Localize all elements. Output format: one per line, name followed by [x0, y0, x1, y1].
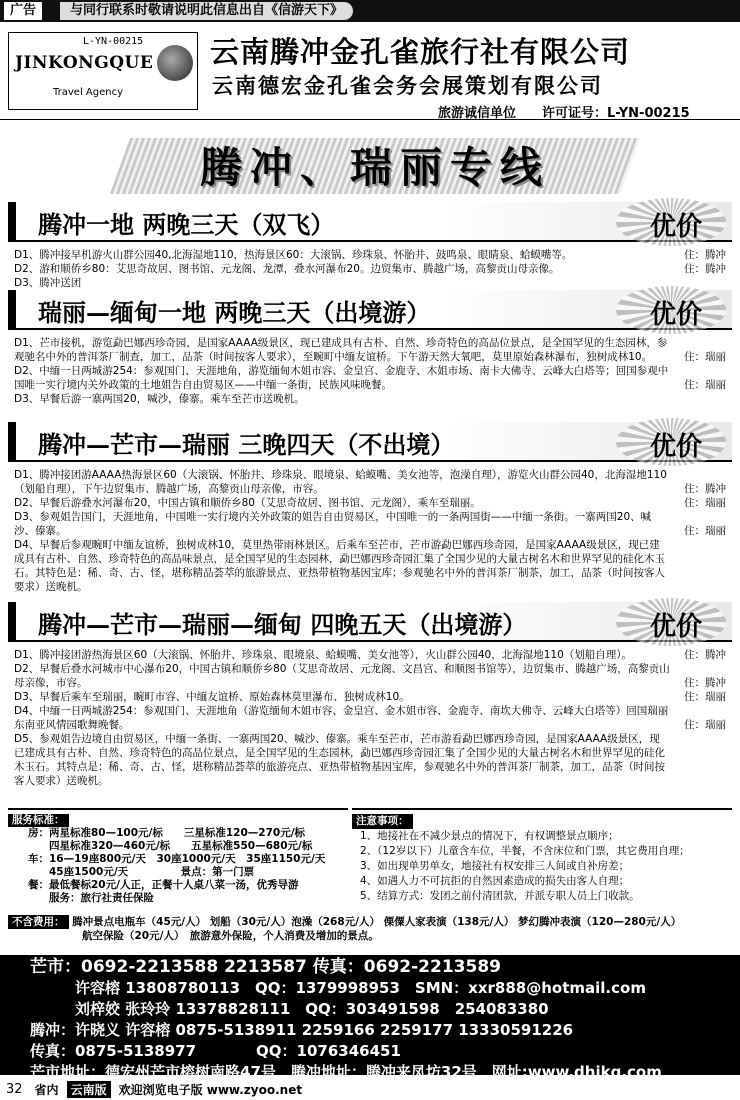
route-section — [8, 202, 732, 290]
page-number: 32 — [6, 1081, 23, 1097]
header — [0, 26, 740, 120]
itinerary-day: D5、参观姐告边境自由贸易区，中缅一条街、一寨两国20、喊沙、傣寨。乘车至芒市，芒市游看勐巴娜西珍奇园，是国家AAAA级景区，现已建成具有古朴、自然、珍奇特色的高品位景点，是全国罕见的生态园林，勐巴娜西珍奇园汇集了全国少见的大量古树名木和世界罕见的硅化木玉石。其特点是：稀、奇、古、怪，堪称精品荟萃的旅游亮点、亚热带植物基因宝库，参观驰名中外的普洱茶厂制茶，加工，品茶（时间按客人要求）送晚机。 — [14, 733, 665, 787]
contact-line: 芒市：0692-2213588 2213587 传真：0692-2213589 — [30, 957, 501, 977]
excluded-label: 不含费用： — [8, 915, 69, 929]
excluded-line: 航空保险（20元/人） 旅游意外保险，个人消费及增加的景点。 — [82, 930, 379, 942]
itinerary-day: D3、腾冲送团 — [14, 277, 82, 289]
itinerary-day: D2、早餐后叠水河城市中心瀑布20，中国古镇和顺侨乡80（艾思奇故居、元龙阁、文昌宫、和顺图书馆等），边贸集市、腾越广场，高黎贡山母亲像，市容。 住：腾冲 — [14, 663, 726, 689]
page-footer — [0, 1078, 740, 1100]
service-row: 房：两星标准80—100元/标 三星标准120—270元/标 — [28, 827, 306, 839]
route-banner — [120, 130, 630, 200]
route-title: 腾冲—芒市—瑞丽—缅甸 四晚五天（出境游） — [38, 610, 527, 639]
contact-block — [0, 955, 740, 1081]
notes-box — [352, 808, 732, 908]
note-item: 1、地接社在不减少景点的情况下，有权调整景点顺序； — [360, 830, 619, 842]
route-title-bar — [8, 422, 732, 462]
contact-line: 许容榕 13808780113 QQ：1379998953 SMN：xxr888@hotmail.com — [30, 979, 646, 997]
route-section — [8, 290, 732, 406]
company-name-secondary: 云南德宏金孔雀会务会展策划有限公司 — [212, 73, 603, 98]
banner-title: 腾冲、瑞丽专线 — [199, 143, 550, 192]
company-name-primary: 云南腾冲金孔雀旅行社有限公司 — [210, 35, 631, 69]
route-title-bar — [8, 290, 732, 330]
permit-number: 许可证号：L-YN-00215 — [542, 106, 690, 121]
service-row: 45座1500元/天 景点：第一门票 — [28, 866, 255, 878]
integrity-badge: 旅游诚信单位 — [438, 106, 517, 121]
itinerary-day: D3、早餐后游一寨两国20，喊沙，傣寨。乘车至芒市送晚机。 — [14, 393, 305, 405]
excluded-line: 腾冲景点电瓶车（45元/人） 划船（30元/人）泡澡（268元/人） 傈僳人家表演（138元/人） 梦幻腾冲表演（120—280元/人） — [72, 916, 682, 928]
contact-line: 刘梓姣 张玲玲 13378828111 QQ：303491598 254083380 — [30, 1000, 549, 1018]
company-logo — [8, 32, 198, 110]
itinerary-day: D2、游和顺侨乡80：艾思奇故居、图书馆、元龙阁、龙潭，叠水河瀑布20。边贸集市、腾越广场，高黎贡山母亲像。 住：腾冲 — [14, 263, 726, 275]
ad-tag: 广告 — [4, 2, 42, 20]
price-label: 优价 — [649, 212, 702, 242]
itinerary-day: D2、中缅一日两城游254：参观国门、天涯地角，游览缅甸木姐市容、金皇宫、金鹿寺、木姐市场、南卡大佛寺、云峰大白塔等；回国参观中国唯一实行境内关外政策的土地姐告自由贸易区——中缅一条街，民族风味晚餐。 住：瑞丽 — [14, 365, 726, 391]
service-row: 服务：旅行社责任保险 — [28, 892, 154, 904]
itinerary-day: D1、芒市接机，游览勐巴娜西珍奇园，是国家AAAA级景区，现已建成具有古朴、自然、珍奇特色的高品位景点，是全国罕见的生态园林，参观驰名中外的普洱茶厂制查，加工，品茶（时间按客人要求），至畹町中缅友谊桥。下午游天然大氧吧，莫里原始森林瀑布，独树成林10。 住：瑞丽 — [14, 337, 726, 363]
route-section — [8, 602, 732, 788]
route-title: 腾冲一地 两晚三天（双飞） — [38, 210, 335, 239]
itinerary-day: D4、中缅一日两城游254：参观国门、天涯地角（游览缅甸木姐市容、金皇宫、金木姐市容、金鹿寺、南坎大佛寺、云峰大白塔等）回国瑞丽东南亚风情园歌舞晚餐。 住：瑞丽 — [14, 705, 726, 731]
itinerary-day: D1、腾冲接早机游火山群公园40,北海湿地110，热海景区60：大滚锅、珍珠泉、怀胎井、鼓鸣泉、眼睛泉、蛤蟆嘴等。 住：腾冲 — [14, 249, 726, 261]
footer-edition: 云南版 — [67, 1081, 111, 1098]
service-row: 餐：最低餐标20元/人正，正餐十人桌八菜一汤，优秀导游 — [28, 879, 299, 891]
note-item: 5、结算方式：发团之前付清团款，并派专职人员上门收款。 — [360, 890, 640, 902]
notes-label: 注意事项： — [352, 814, 413, 829]
contact-line: 芒市地址：德宏州芒市榕树南路47号 腾冲地址：腾冲来凤坊32号 网址:www.dhjkq.com — [30, 1063, 662, 1081]
footer-website[interactable]: 欢迎浏览电子版 www.zyoo.net — [118, 1082, 303, 1097]
top-bar — [0, 0, 740, 22]
service-standards — [8, 808, 348, 908]
service-row: 四星标准320—460元/标 五星标准550—680元/标 — [28, 840, 313, 852]
source-notice: 与同行联系时敬请说明此信息出自《信游天下》 — [60, 2, 353, 20]
itinerary-day: D2、早餐后游叠水河瀑布20，中国古镇和顺侨乡80（艾思奇故居、图书馆、元龙阁），乘车至瑞丽。 住：瑞丽 — [14, 497, 726, 509]
note-item: 3、如出现单男单女，地接社有权安排三人间或自补房差； — [360, 860, 630, 872]
route-title: 瑞丽—缅甸一地 两晚三天（出境游） — [38, 298, 431, 327]
price-label: 优价 — [649, 612, 702, 642]
itinerary-day: D3、早餐后乘车至瑞丽，畹町市容、中缅友谊桥、原始森林莫里瀑布、独树成林10。 住：瑞丽 — [14, 691, 726, 703]
excluded-costs — [8, 915, 732, 943]
note-item: 2、（12岁以下）儿童含车位，半餐，不含床位和门票，其它费用自理； — [360, 845, 690, 857]
logo-subtitle: Travel Agency — [53, 87, 123, 98]
itinerary-day: D3、参观姐告国门，天涯地角，中国唯一实行境内关外政策的姐告自由贸易区，中国唯一的一条两国街——中缅一条街。一寨两国20、喊沙、傣寨。 住：瑞丽 — [14, 511, 726, 537]
service-label: 服务标准： — [8, 814, 69, 827]
price-label: 优价 — [649, 300, 702, 330]
itinerary-day: D1、腾冲接团游热海景区60（大滚锅、怀胎井、珍珠泉、眼境泉、蛤蟆嘴、美女池等），火山群公园40，北海湿地110（划船自理）。 住：腾冲 — [14, 649, 726, 661]
price-label: 优价 — [649, 432, 702, 462]
route-title-bar — [8, 602, 732, 642]
route-section — [8, 422, 732, 594]
itinerary-day: D1、腾冲接团游AAAA热海景区60（大滚锅、怀胎井、珍珠泉、眼境泉、蛤蟆嘴、美女池等，泡澡自理），游览火山群公园40，北海湿地110（划船自理），下午边贸集市、腾越广场，高黎贡山母亲像，市容。 住：腾冲 — [14, 469, 726, 495]
contact-line: 传真：0875-5138977 QQ：1076346451 — [30, 1042, 401, 1060]
service-row: 车：16—19座800元/天 30座1000元/天 35座1150元/天 — [28, 853, 326, 865]
route-title-bar — [8, 202, 732, 242]
logo-license: L-YN-00215 — [83, 36, 144, 47]
note-item: 4、如遇人力不可抗拒的自然因素造成的损失由客人自理； — [360, 875, 630, 887]
peacock-globe-icon — [157, 45, 193, 81]
contact-line: 腾冲：许晓义 许容榕 0875-5138911 2259166 2259177 13330591226 — [30, 1021, 574, 1039]
footer-province: 省内 — [34, 1082, 59, 1097]
logo-brand: JINKONGQUE — [15, 53, 154, 73]
itinerary-day: D4、早餐后参观畹町中缅友谊桥，独树成林10，莫里热带雨林景区。后乘车至芒市，芒市游勐巴娜西珍奇园，是国家AAAA级景区，现已建成具有古朴、自然、珍奇特色的高品味景点，是全国罕见的生态园林，勐巴娜西珍奇园汇集了全国少见的大量古树名木和世界罕见的硅化木玉石。其特色是：稀、奇、古、怪，堪称精品荟萃的旅游景点、亚热带植物基因宝库；参观驰名中外的普洱茶厂制茶，加工，品茶（时间按客人要求）送晚机。 — [14, 539, 665, 593]
route-title: 腾冲—芒市—瑞丽 三晚四天（不出境） — [38, 430, 455, 459]
